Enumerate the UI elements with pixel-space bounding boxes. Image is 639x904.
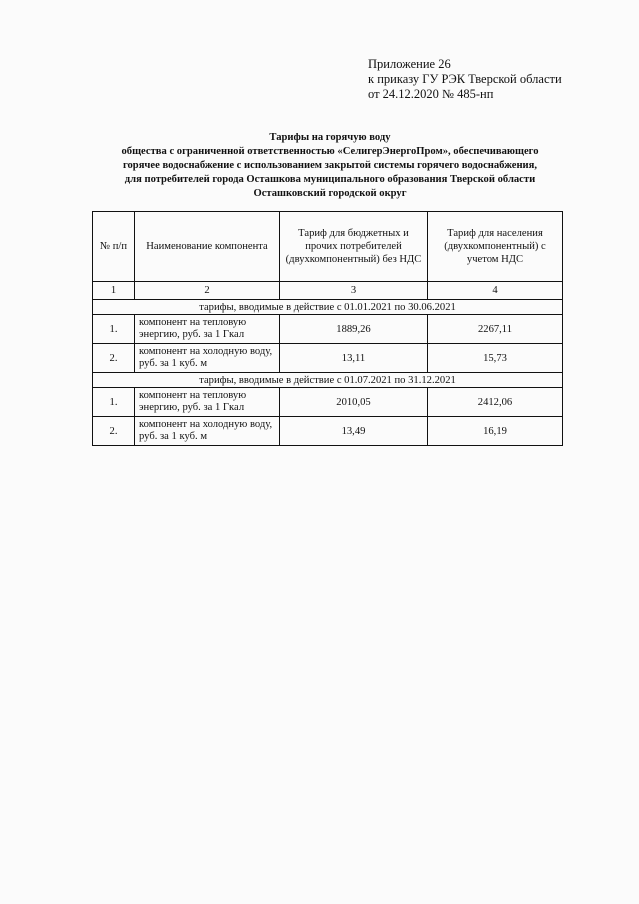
population-tariff: 2412,06 [428,388,563,417]
appendix-line-1: Приложение 26 [368,57,451,71]
period-label: тарифы, вводимые в действие с 01.01.2021 по 30.06.2021 [93,300,563,315]
population-tariff: 15,73 [428,344,563,373]
table-row [93,315,563,344]
budget-tariff: 2010,05 [280,388,428,417]
appendix-reference [368,57,562,102]
table-row [93,417,563,446]
budget-tariff: 13,11 [280,344,428,373]
col-number: 3 [280,282,428,300]
population-tariff: 2267,11 [428,315,563,344]
population-tariff: 16,19 [428,417,563,446]
budget-tariff: 1889,26 [280,315,428,344]
document-title [60,131,600,201]
budget-tariff: 13,49 [280,417,428,446]
row-number: 2. [93,417,135,446]
header-num: № п/п [93,212,135,282]
table-row [93,344,563,373]
component-name: компонент на холодную воду, руб. за 1 куб. м [135,344,280,373]
row-number: 1. [93,388,135,417]
title-line-4: для потребителей города Осташкова муниципального образования Тверской области [124,174,536,185]
col-number: 2 [135,282,280,300]
title-line-5: Осташковский городской округ [253,188,407,199]
period-label: тарифы, вводимые в действие с 01.07.2021 по 31.12.2021 [93,373,563,388]
row-number: 1. [93,315,135,344]
column-numbers-row [93,282,563,300]
component-name: компонент на тепловую энергию, руб. за 1 Гкал [135,388,280,417]
component-name: компонент на холодную воду, руб. за 1 куб. м [135,417,280,446]
tariff-table [92,211,563,446]
row-number: 2. [93,344,135,373]
table-header-row [93,212,563,282]
period-row [93,373,563,388]
table-row [93,388,563,417]
col-number: 4 [428,282,563,300]
title-line-3: горячее водоснабжение с использованием закрытой системы горячего водоснабжения, [122,160,538,171]
appendix-line-2: к приказу ГУ РЭК Тверской области [368,72,562,86]
component-name: компонент на тепловую энергию, руб. за 1 Гкал [135,315,280,344]
title-line-2: общества с ограниченной ответственностью «СелигерЭнергоПром», обеспечивающего [121,146,539,157]
col-number: 1 [93,282,135,300]
header-population: Тариф для населения (двухкомпонентный) с учетом НДС [428,212,563,282]
header-name: Наименование компонента [135,212,280,282]
period-row [93,300,563,315]
title-line-1: Тарифы на горячую воду [269,132,391,143]
header-budget: Тариф для бюджетных и прочих потребителей (двухкомпонентный) без НДС [280,212,428,282]
appendix-line-3: от 24.12.2020 № 485-нп [368,87,494,101]
